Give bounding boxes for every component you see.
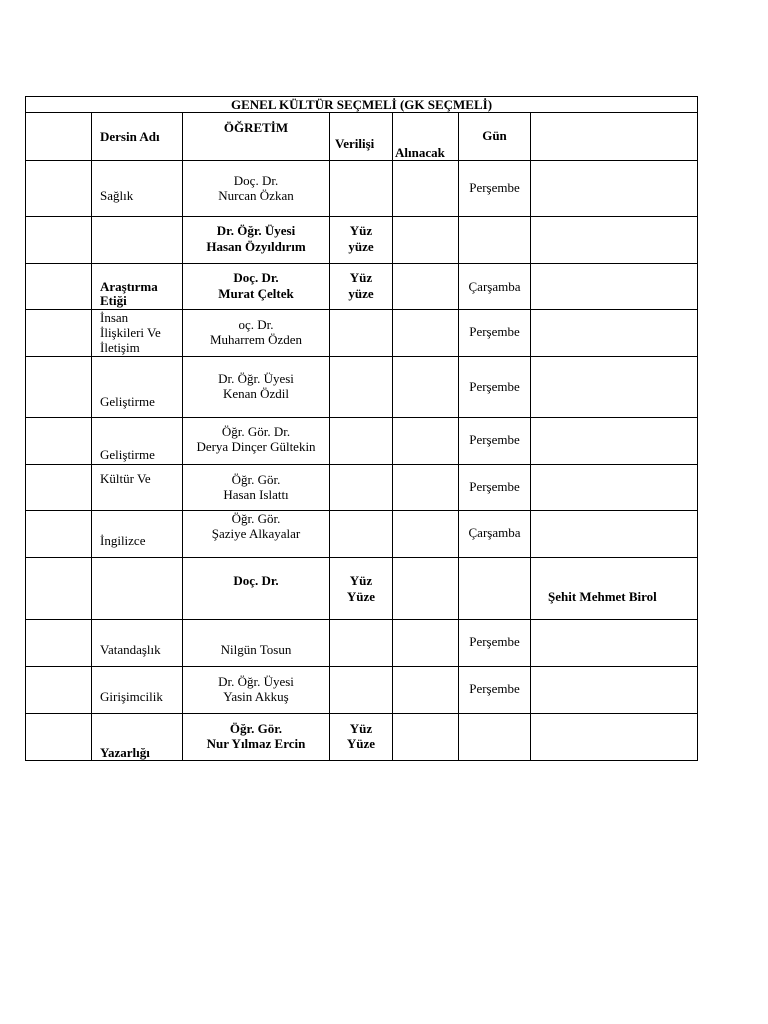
instructor-title: Dr. Öğr. Üyesi xyxy=(218,674,294,689)
table-row xyxy=(26,217,698,264)
day: Perşembe xyxy=(469,180,520,195)
instructor-name: Yasin Akkuş xyxy=(223,689,289,704)
header-gun: Gün xyxy=(459,113,531,161)
day: Perşembe xyxy=(469,479,520,494)
instructor-title: Öğr. Gör. xyxy=(231,472,281,487)
course-name: Kültür Ve xyxy=(100,471,151,486)
day: Çarşamba xyxy=(468,525,521,540)
table-row xyxy=(26,310,698,357)
delivery: Yüz xyxy=(349,573,373,588)
delivery: Yüze xyxy=(346,736,376,751)
header-extra xyxy=(531,113,698,161)
delivery: Yüz xyxy=(349,721,373,736)
header-ogretim: ÖĞRETİM xyxy=(183,113,330,161)
instructor-title: Öğr. Gör. xyxy=(231,511,281,526)
instructor-name: Nilgün Tosun xyxy=(220,642,292,657)
instructor-title: Doç. Dr. xyxy=(233,573,279,588)
course-name: Vatandaşlık xyxy=(100,642,161,657)
course-name: İlişkileri Ve xyxy=(100,325,161,340)
delivery: yüze xyxy=(348,286,374,301)
course-name: İletişim xyxy=(100,340,140,355)
instructor-title: Öğr. Gör. xyxy=(229,721,283,736)
day: Perşembe xyxy=(469,432,520,447)
instructor-name: Şaziye Alkayalar xyxy=(211,526,301,541)
header-alinacak: Alınacak xyxy=(393,113,459,161)
instructor-title: Öğr. Gör. Dr. xyxy=(221,424,291,439)
course-name: İngilizce xyxy=(100,533,146,548)
course-name: Geliştirme xyxy=(100,447,155,462)
course-name: Geliştirme xyxy=(100,394,155,409)
instructor-title: oç. Dr. xyxy=(238,317,274,332)
table-row xyxy=(26,667,698,714)
instructor-name: Nur Yılmaz Ercin xyxy=(206,736,306,751)
course-name: İnsan xyxy=(100,310,129,325)
delivery: Yüze xyxy=(346,589,376,604)
course-table xyxy=(25,96,698,761)
header-empty xyxy=(26,113,92,161)
delivery: yüze xyxy=(348,239,374,254)
course-name: Araştırma xyxy=(100,279,158,294)
instructor-name: Nurcan Özkan xyxy=(218,188,294,203)
instructor-name: Muharrem Özden xyxy=(209,332,303,347)
table-title: GENEL KÜLTÜR SEÇMELİ (GK SEÇMELİ) xyxy=(26,97,698,113)
day: Çarşamba xyxy=(468,279,521,294)
instructor-title: Dr. Öğr. Üyesi xyxy=(216,223,296,238)
instructor-name: Kenan Özdil xyxy=(222,386,290,401)
header-dersin-adi: Dersin Adı xyxy=(92,113,183,161)
table-row xyxy=(26,264,698,310)
day: Perşembe xyxy=(469,379,520,394)
header-verilisi: Verilişi xyxy=(330,113,393,161)
day: Perşembe xyxy=(469,681,520,696)
course-name: Etiği xyxy=(100,293,127,308)
table-row xyxy=(26,357,698,418)
table-row xyxy=(26,161,698,217)
instructor-name: Hasan Islattı xyxy=(223,487,289,502)
instructor-name: Murat Çeltek xyxy=(218,286,294,301)
delivery: Yüz xyxy=(349,223,373,238)
table-row xyxy=(26,558,698,620)
instructor-title: Doç. Dr. xyxy=(233,173,279,188)
table-row xyxy=(26,511,698,558)
day: Perşembe xyxy=(469,634,520,649)
extra-note: Şehit Mehmet Birol xyxy=(548,589,657,604)
instructor-title: Doç. Dr. xyxy=(233,270,279,285)
course-name: Yazarlığı xyxy=(100,745,150,760)
course-name: Girişimcilik xyxy=(100,689,163,704)
table-row xyxy=(26,714,698,761)
instructor-title: Dr. Öğr. Üyesi xyxy=(218,371,294,386)
table-row xyxy=(26,418,698,465)
instructor-name: Derya Dinçer Gültekin xyxy=(196,439,316,454)
day: Perşembe xyxy=(469,324,520,339)
delivery: Yüz xyxy=(349,270,373,285)
course-name: Sağlık xyxy=(100,188,134,203)
table-row xyxy=(26,465,698,511)
instructor-name: Hasan Özyıldırım xyxy=(206,239,306,254)
table-row xyxy=(26,620,698,667)
